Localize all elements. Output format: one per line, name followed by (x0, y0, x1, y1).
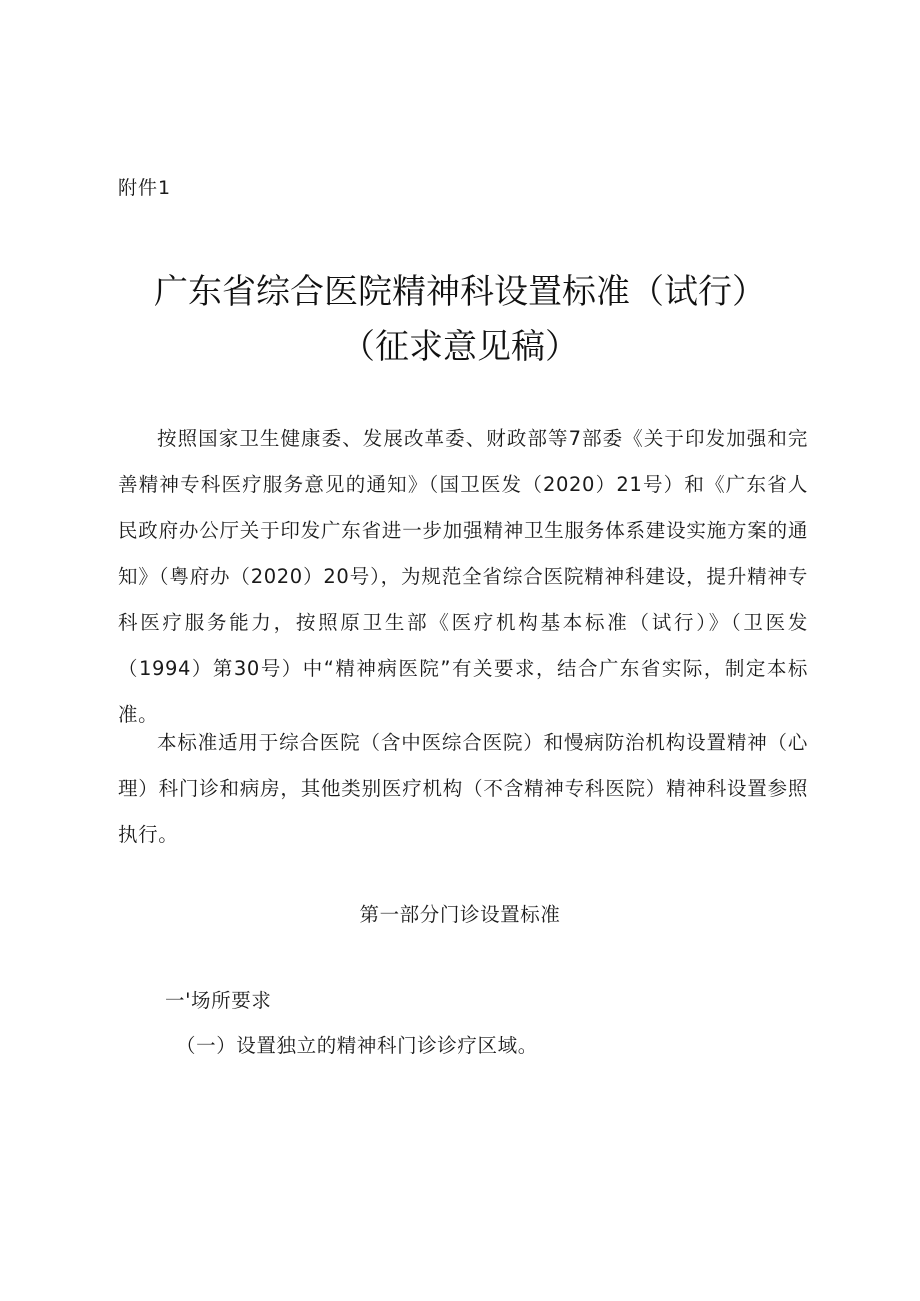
sub-item: （一）设置独立的精神科门诊诊疗区域。 (176, 1034, 538, 1057)
document-title: 广东省综合医院精神科设置标准（试行） (154, 272, 766, 312)
attachment-label: 附件1 (118, 177, 172, 199)
intro-paragraph: 按照国家卫生健康委、发展改革委、财政部等7部委《关于印发加强和完善精神专科医疗服务意见的通知》（国卫医发（2020）21号）和《广东省人民政府办公厅关于印发广东省进一步加强精神卫生服务体系建设实施方案的通知》（粤府办（2020）20号），为规范全省综合医院精神科建设，提升精神专科医疗服务能力，按照原卫生部《医疗机构基本标准（试行）》（卫医发（1994）第30号）中“精神病医院”有关要求，结合广东省实际，制定本标准。 (118, 427, 808, 726)
scope-paragraph: 本标准适用于综合医院（含中医综合医院）和慢病防治机构设置精神（心理）科门诊和病房，其他类别医疗机构（不含精神专科医院）精神科设置参照执行。 (118, 731, 808, 846)
item-heading: 一'场所要求 (165, 989, 272, 1012)
document-subtitle: （征求意见稿） (341, 327, 579, 367)
section-heading: 第一部分门诊设置标准 (359, 903, 561, 926)
